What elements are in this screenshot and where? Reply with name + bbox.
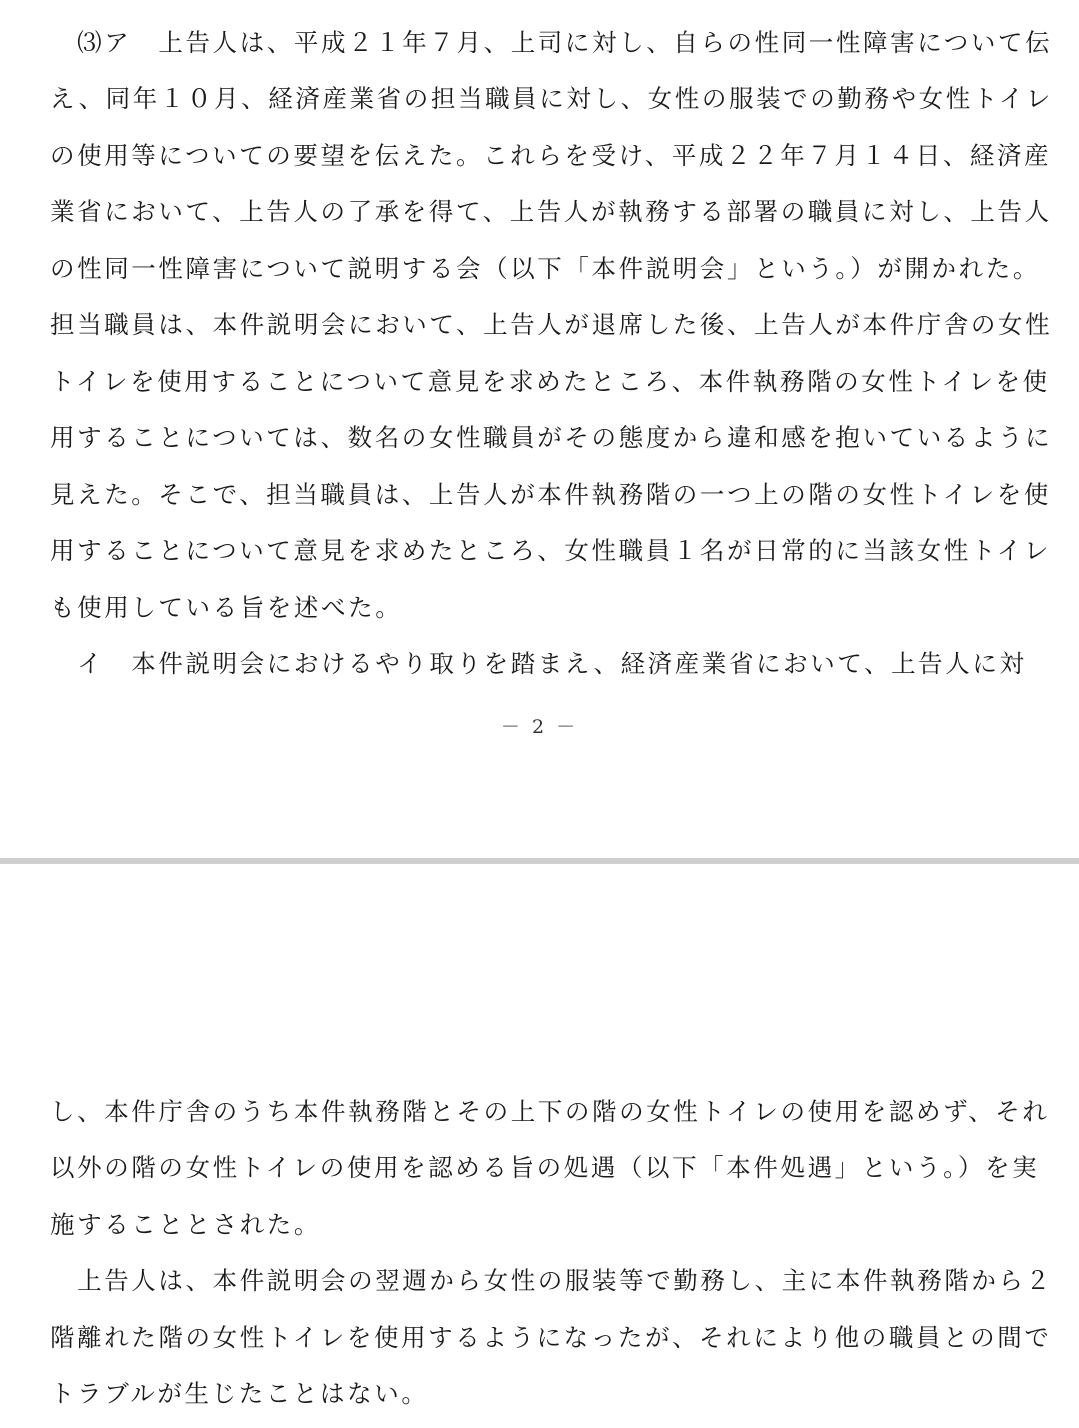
text-line: イ 本件説明会におけるやり取りを踏まえ、経済産業省において、上告人に対 <box>50 649 1027 678</box>
text-line: の性同一性障害について説明する会（以下「本件説明会」という。）が開かれた。 <box>50 254 1040 283</box>
text-line: の使用等についての要望を伝えた。これらを受け、平成２２年７月１４日、経済産 <box>50 141 1052 170</box>
text-line: 用することについて意見を求めたところ、女性職員１名が日常的に当該女性トイレ <box>50 536 1051 565</box>
text-line: トイレを使用することについて意見を求めたところ、本件執務階の女性トイレを使 <box>50 367 1050 396</box>
text-line: 施することとされた。 <box>50 1210 321 1239</box>
text-line: 担当職員は、本件説明会において、上告人が退席した後、上告人が本件庁舎の女性 <box>50 310 1053 339</box>
text-line: え、同年１０月、経済産業省の担当職員に対し、女性の服装での勤務や女性トイレ <box>50 84 1053 113</box>
page-number: － 2 － <box>500 716 579 738</box>
document-page-bottom <box>0 864 1079 1428</box>
text-line: 用することについては、数名の女性職員がその態度から違和感を抱いているように <box>50 423 1053 452</box>
text-line: も使用している旨を述べた。 <box>50 593 403 622</box>
text-line: トラブルが生じたことはない。 <box>50 1379 429 1408</box>
text-line: 上告人は、本件説明会の翌週から女性の服装等で勤務し、主に本件執務階から２ <box>50 1266 1053 1295</box>
text-line: し、本件庁舎のうち本件執務階とその上下の階の女性トイレの使用を認めず、それ <box>50 1097 1050 1126</box>
text-line: ⑶ア 上告人は、平成２１年７月、上司に対し、自らの性同一性障害について伝 <box>50 28 1053 57</box>
text-line: 業省において、上告人の了承を得て、上告人が執務する部署の職員に対し、上告人 <box>50 197 1052 226</box>
text-line: 階離れた階の女性トイレを使用するようになったが、それにより他の職員との間で <box>50 1323 1052 1352</box>
text-line: 見えた。そこで、担当職員は、上告人が本件執務階の一つ上の階の女性トイレを使 <box>50 480 1051 509</box>
text-line: 以外の階の女性トイレの使用を認める旨の処遇（以下「本件処遇」という。）を実 <box>50 1153 1040 1182</box>
